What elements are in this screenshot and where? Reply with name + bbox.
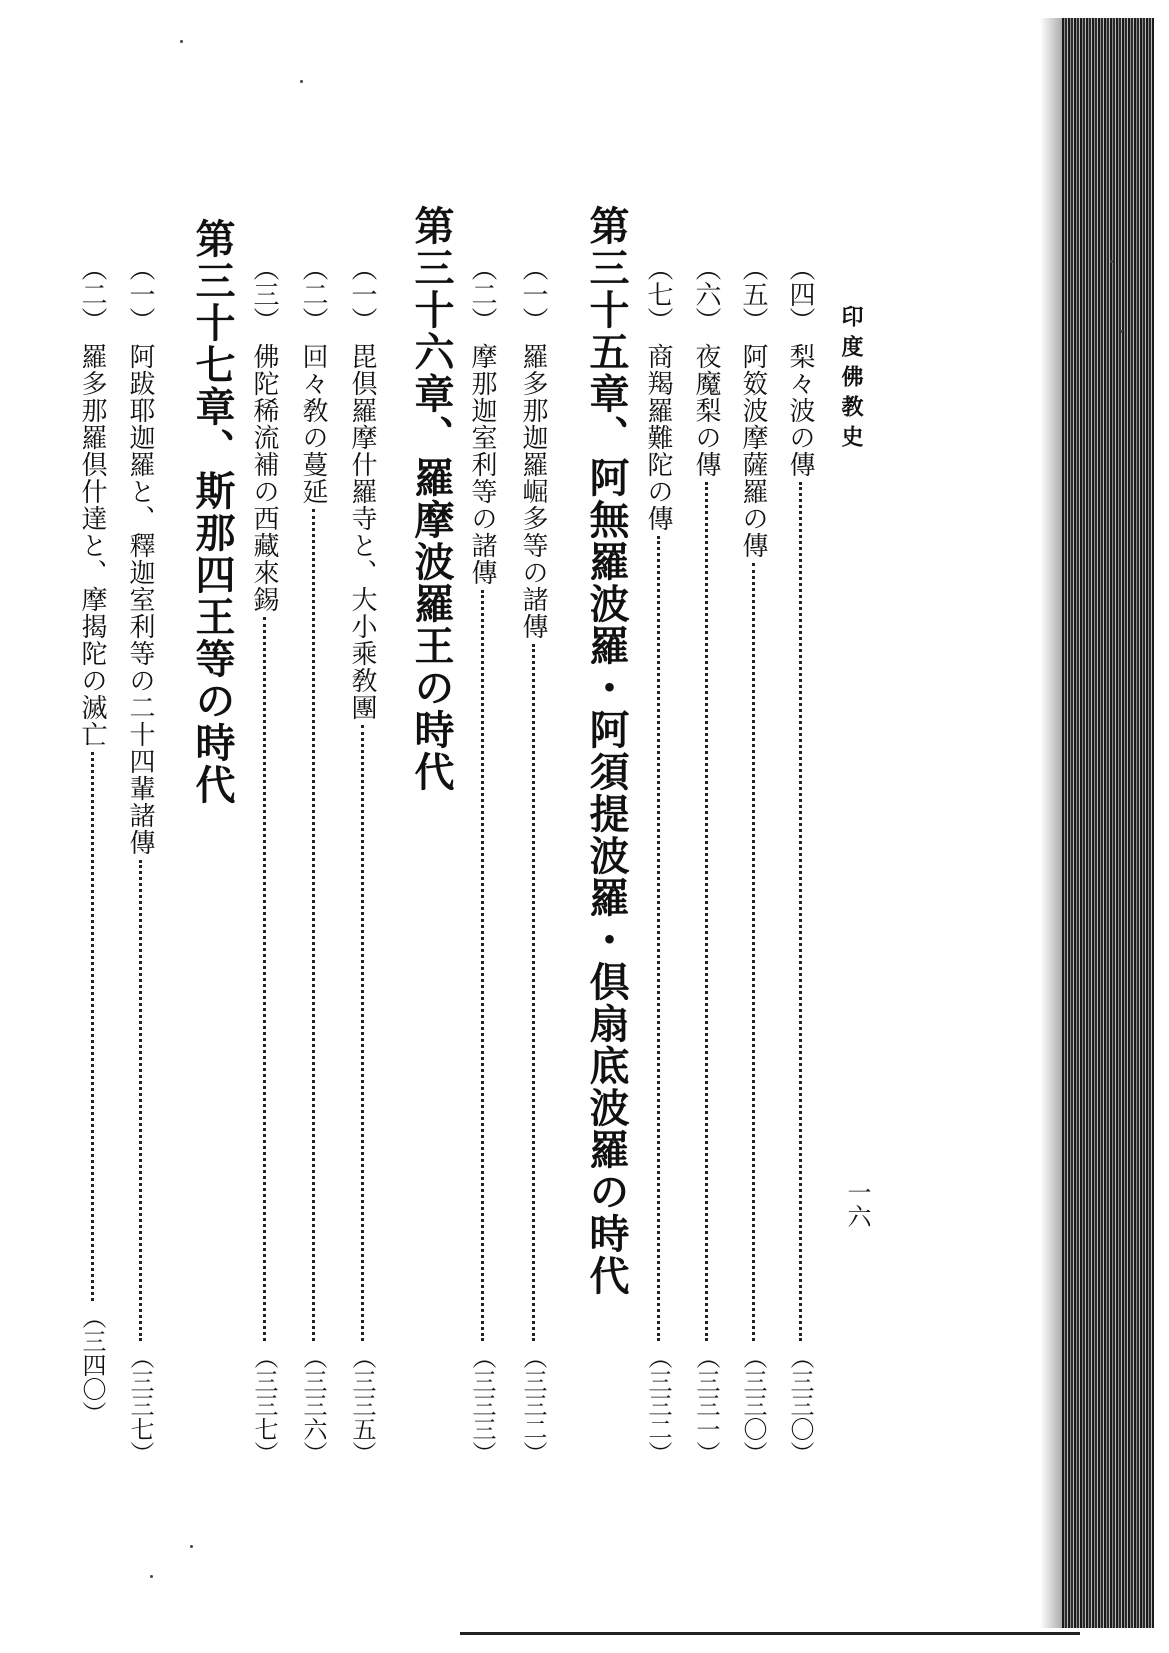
entry-title: 毘倶羅摩什羅寺と、大小乘敎團 xyxy=(347,343,377,721)
entry-page: （三三七） xyxy=(126,1345,154,1465)
scan-speck xyxy=(1120,330,1123,333)
toc-entry xyxy=(120,255,160,1465)
toc-entry xyxy=(780,255,820,1465)
entry-number: （四） xyxy=(785,255,815,333)
leader-dots xyxy=(752,563,755,1341)
entry-number: （二） xyxy=(77,255,107,333)
entry-page: （三三〇） xyxy=(786,1345,814,1465)
scan-speck xyxy=(150,1575,153,1578)
toc-entry xyxy=(72,255,112,1425)
entry-title: 梨々波の傳 xyxy=(785,343,815,478)
entry-title: 阿跋耶迦羅と、釋迦室利等の二十四輩諸傳 xyxy=(125,343,155,856)
toc-entry xyxy=(686,255,726,1465)
book-fore-edge xyxy=(1062,18,1154,1628)
leader-dots xyxy=(799,482,802,1341)
leader-dots xyxy=(481,590,484,1341)
leader-dots xyxy=(91,752,94,1301)
toc-entry xyxy=(244,255,284,1465)
leader-dots xyxy=(532,644,535,1341)
entry-page: （三三五） xyxy=(348,1345,376,1465)
toc-entry xyxy=(342,255,382,1465)
leader-dots xyxy=(312,509,315,1341)
entry-page: （三三七） xyxy=(250,1345,278,1465)
entry-title: 阿笯波摩薩羅の傳 xyxy=(738,343,768,559)
entry-page: （三四〇） xyxy=(78,1305,106,1425)
entry-title: 羅多那羅倶什達と、摩揭陀の滅亡 xyxy=(77,343,107,748)
entry-page: （三三二） xyxy=(644,1345,672,1465)
bottom-rule xyxy=(460,1632,1080,1635)
entry-title: 商羯羅難陀の傳 xyxy=(643,343,673,532)
page-number: 一六 xyxy=(843,1180,871,1228)
entry-title: 摩那迦室利等の諸傳 xyxy=(467,343,497,586)
leader-dots xyxy=(263,617,266,1341)
entry-page: （三三〇） xyxy=(739,1345,767,1465)
entry-page: （三三三） xyxy=(468,1345,496,1465)
chapter-heading: 第三十七章、斯那四王等の時代 xyxy=(189,218,236,806)
entry-title: 夜魔梨の傳 xyxy=(691,343,721,478)
chapter-heading: 第三十五章、阿無羅波羅・阿須提波羅・倶扇底波羅の時代 xyxy=(583,205,630,1297)
entry-page: （三三一） xyxy=(692,1345,720,1465)
toc-entry xyxy=(293,255,333,1465)
toc-entry xyxy=(462,255,502,1465)
leader-dots xyxy=(657,536,660,1341)
toc-entry xyxy=(513,255,553,1465)
entry-title: 羅多那迦羅崛多等の諸傳 xyxy=(518,343,548,640)
entry-number: （五） xyxy=(738,255,768,333)
chapter-heading: 第三十六章、羅摩波羅王の時代 xyxy=(408,205,455,793)
leader-dots xyxy=(705,482,708,1341)
toc-entry xyxy=(638,255,678,1465)
toc-entry xyxy=(733,255,773,1465)
scan-speck xyxy=(180,40,183,43)
scan-speck xyxy=(300,80,303,83)
entry-number: （七） xyxy=(643,255,673,333)
entry-number: （六） xyxy=(691,255,721,333)
entry-title: 回々敎の蔓延 xyxy=(298,343,328,505)
leader-dots xyxy=(361,725,364,1341)
entry-number: （一） xyxy=(125,255,155,333)
entry-number: （二） xyxy=(298,255,328,333)
entry-number: （三） xyxy=(249,255,279,333)
entry-title: 佛陀稀流補の西藏來錫 xyxy=(249,343,279,613)
leader-dots xyxy=(139,860,142,1341)
scan-speck xyxy=(1110,260,1113,263)
entry-number: （一） xyxy=(518,255,548,333)
running-header-title: 印度佛教史 xyxy=(838,305,864,455)
entry-page: （三三二） xyxy=(519,1345,547,1465)
page-edge-shadow xyxy=(1040,18,1064,1628)
entry-page: （三三六） xyxy=(299,1345,327,1465)
entry-number: （一） xyxy=(347,255,377,333)
entry-number: （二） xyxy=(467,255,497,333)
scan-speck xyxy=(190,1545,193,1548)
